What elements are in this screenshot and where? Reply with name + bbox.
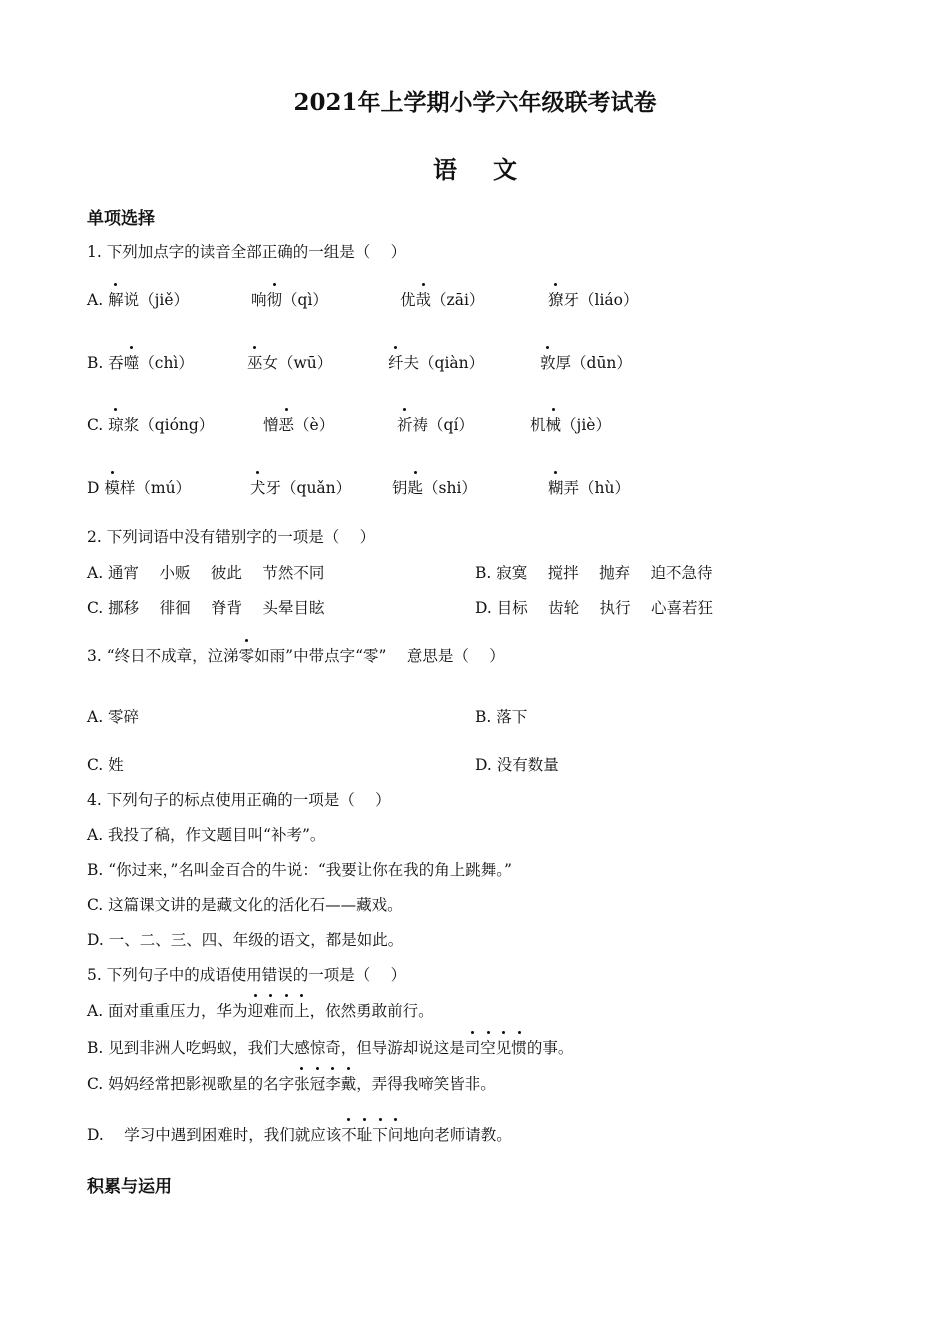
question-2-option-b: B. 寂寞 搅拌 抛弃 迫不急待 [475, 564, 713, 582]
question-1-row-c [0, 413, 950, 437]
question-3-option-a: A. 零碎 [87, 708, 140, 726]
section-heading-accumulation: 积累与运用 [87, 1177, 172, 1197]
question-2-option-a: A. 通宵 小贩 彼此 节然不同 [87, 564, 325, 582]
option-item: D 模样（mú） [87, 476, 191, 498]
question-4-option-c: C. 这篇课文讲的是藏文化的活化石——藏戏。 [87, 896, 403, 914]
question-3-option-d: D. 没有数量 [475, 756, 559, 774]
option-item: 敦厚（dūn） [540, 351, 632, 373]
question-1-stem: 1. 下列加点字的读音全部正确的一组是（ ） [87, 243, 407, 261]
option-item: B. 吞噬（chì） [87, 351, 194, 373]
question-4-option-d: D. 一、二、三、四、年级的语文，都是如此。 [87, 931, 404, 949]
question-2-option-c: C. 挪移 徘徊 脊背 头晕目眩 [87, 599, 325, 617]
option-item: 钥匙（shi） [392, 476, 477, 498]
question-1-row-b [0, 351, 950, 375]
question-1-row-a [0, 288, 950, 312]
subject-title: 语文 [433, 155, 553, 184]
option-item: 机械（jiè） [530, 413, 611, 435]
section-heading-single-choice: 单项选择 [87, 209, 155, 229]
question-5-option-b: B. 见到非洲人吃蚂蚁，我们大感惊奇，但导游却说这是司空见惯的事。 [87, 1036, 573, 1058]
exam-title: 2021年上学期小学六年级联考试卷 [293, 89, 657, 116]
question-2-option-d: D. 目标 齿轮 执行 心喜若狂 [475, 599, 714, 617]
question-5-option-d: D. 学习中遇到困难时，我们就应该不耻下问地向老师请教。 [87, 1123, 512, 1145]
option-item: 巫女（wū） [247, 351, 332, 373]
option-item: A. 解说（jiě） [87, 288, 189, 310]
question-1-row-d [0, 476, 950, 500]
option-item: C. 琼浆（qióng） [87, 413, 214, 435]
option-item: 犬牙（quǎn） [250, 476, 351, 498]
option-item: 獠牙（liáo） [548, 288, 639, 310]
question-5-option-c: C. 妈妈经常把影视歌星的名字张冠李戴，弄得我啼笑皆非。 [87, 1072, 496, 1094]
option-item: 纤夫（qiàn） [388, 351, 484, 373]
question-3-option-b: B. 落下 [475, 708, 528, 726]
question-2-stem: 2. 下列词语中没有错别字的一项是（ ） [87, 528, 376, 546]
question-3-stem: 3. “终日不成章，泣涕零如雨”中带点字“零” 意思是（ ） [87, 644, 505, 666]
option-item: 祈祷（qí） [397, 413, 474, 435]
option-item: 响彻（qì） [251, 288, 328, 310]
option-item: 优哉（zāi） [400, 288, 484, 310]
option-item: 糊弄（hù） [548, 476, 630, 498]
dotted-char: 零 [239, 644, 255, 666]
option-item: 憎恶（è） [263, 413, 334, 435]
question-4-stem: 4. 下列句子的标点使用正确的一项是（ ） [87, 791, 391, 809]
question-4-option-a: A. 我投了稿，作文题目叫“补考”。 [87, 826, 326, 844]
question-5-option-a: A. 面对重重压力，华为迎难而上，依然勇敢前行。 [87, 999, 434, 1021]
question-5-stem: 5. 下列句子中的成语使用错误的一项是（ ） [87, 966, 407, 984]
question-4-option-b: B. “你过来，”名叫金百合的牛说：“我要让你在我的角上跳舞。” [87, 861, 512, 879]
question-3-option-c: C. 姓 [87, 756, 124, 774]
